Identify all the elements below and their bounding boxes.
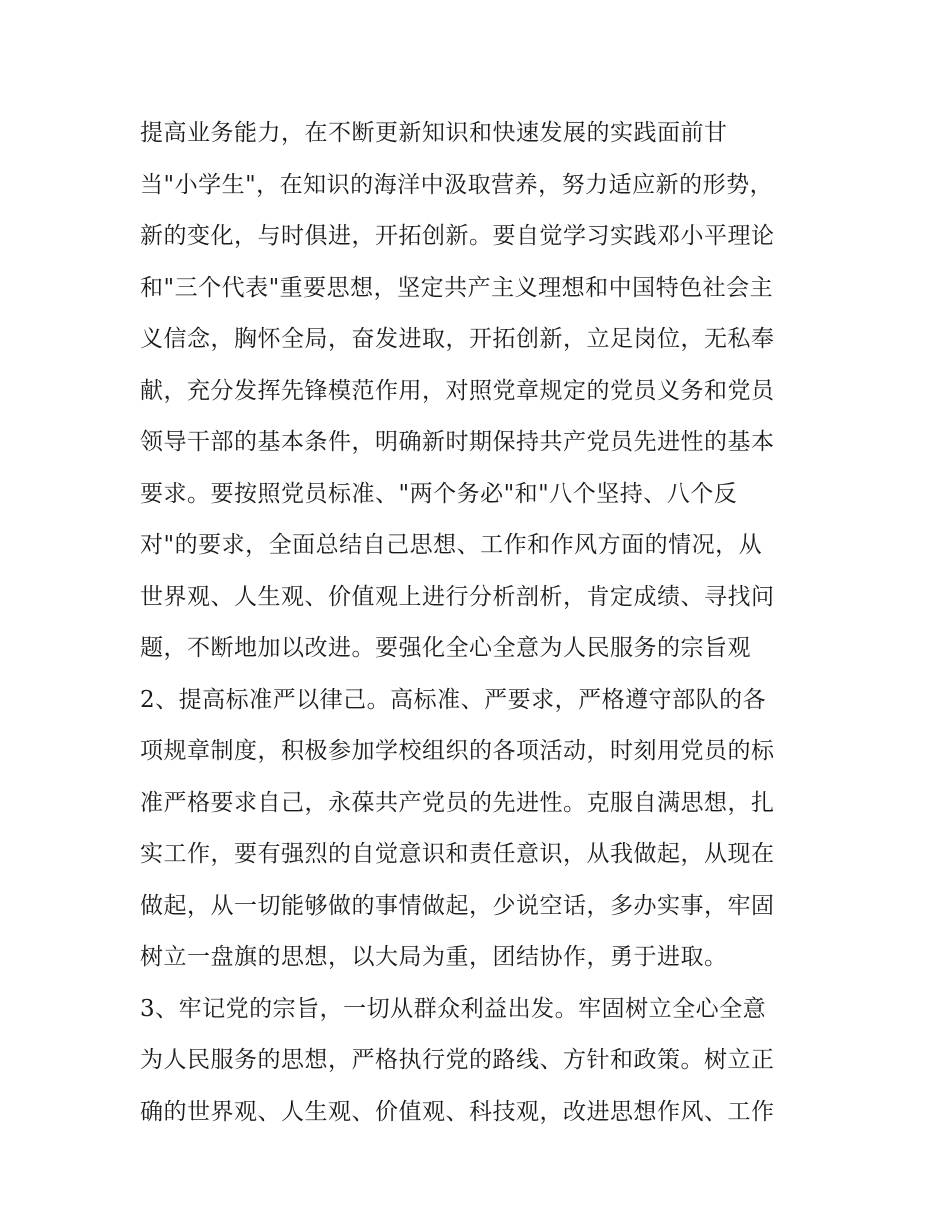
text-line: 要求。要按照党员标准、"两个务必"和"八个坚持、八个反 (140, 480, 738, 507)
text-line: 确的世界观、人生观、价值观、科技观，改进思想作风、工作 (140, 1098, 775, 1125)
text-line: 当"小学生"，在知识的海洋中汲取营养，努力适应新的形势， (140, 171, 774, 198)
text-line: 义信念，胸怀全局，奋发进取，开拓创新，立足岗位，无私奉 (140, 326, 775, 352)
text-line: 题，不断地加以改进。要强化全心全意为人民服务的宗旨观 (140, 635, 751, 661)
text-line: 准严格要求自己，永葆共产党员的先进性。克服自满思想，扎 (140, 789, 775, 816)
text-line: 献，充分发挥先锋模范作用，对照党章规定的党员义务和党员 (140, 377, 775, 404)
text-line: 新的变化，与时俱进，开拓创新。要自觉学习实践邓小平理论 (140, 223, 775, 249)
text-line: 世界观、人生观、价值观上进行分析剖析，肯定成绩、寻找问 (140, 583, 775, 610)
text-line: 项规章制度，积极参加学校组织的各项活动，时刻用党员的标 (140, 738, 775, 764)
text-line: 和"三个代表"重要思想，坚定共产主义理想和中国特色社会主 (140, 274, 774, 301)
text-line: 2、提高标准严以律己。高标准、严要求，严格遵守部队的各 (140, 686, 767, 713)
text-line: 提高业务能力，在不断更新知识和快速发展的实践面前甘 (140, 120, 728, 146)
text-line: 做起，从一切能够做的事情做起，少说空话，多办实事，牢固 (140, 892, 775, 919)
text-line: 实工作，要有强烈的自觉意识和责任意识，从我做起，从现在 (140, 841, 775, 867)
text-line: 为人民服务的思想，严格执行党的路线、方针和政策。树立正 (140, 1047, 775, 1073)
text-line: 树立一盘旗的思想，以大局为重，团结协作，勇于进取。 (140, 944, 728, 970)
body-text (140, 108, 820, 1138)
text-line: 3、牢记党的宗旨，一切从群众利益出发。牢固树立全心全意 (140, 995, 767, 1022)
text-line: 对"的要求，全面总结自己思想、工作和作风方面的情况，从 (140, 532, 763, 558)
text-line: 领导干部的基本条件，明确新时期保持共产党员先进性的基本 (140, 429, 775, 455)
